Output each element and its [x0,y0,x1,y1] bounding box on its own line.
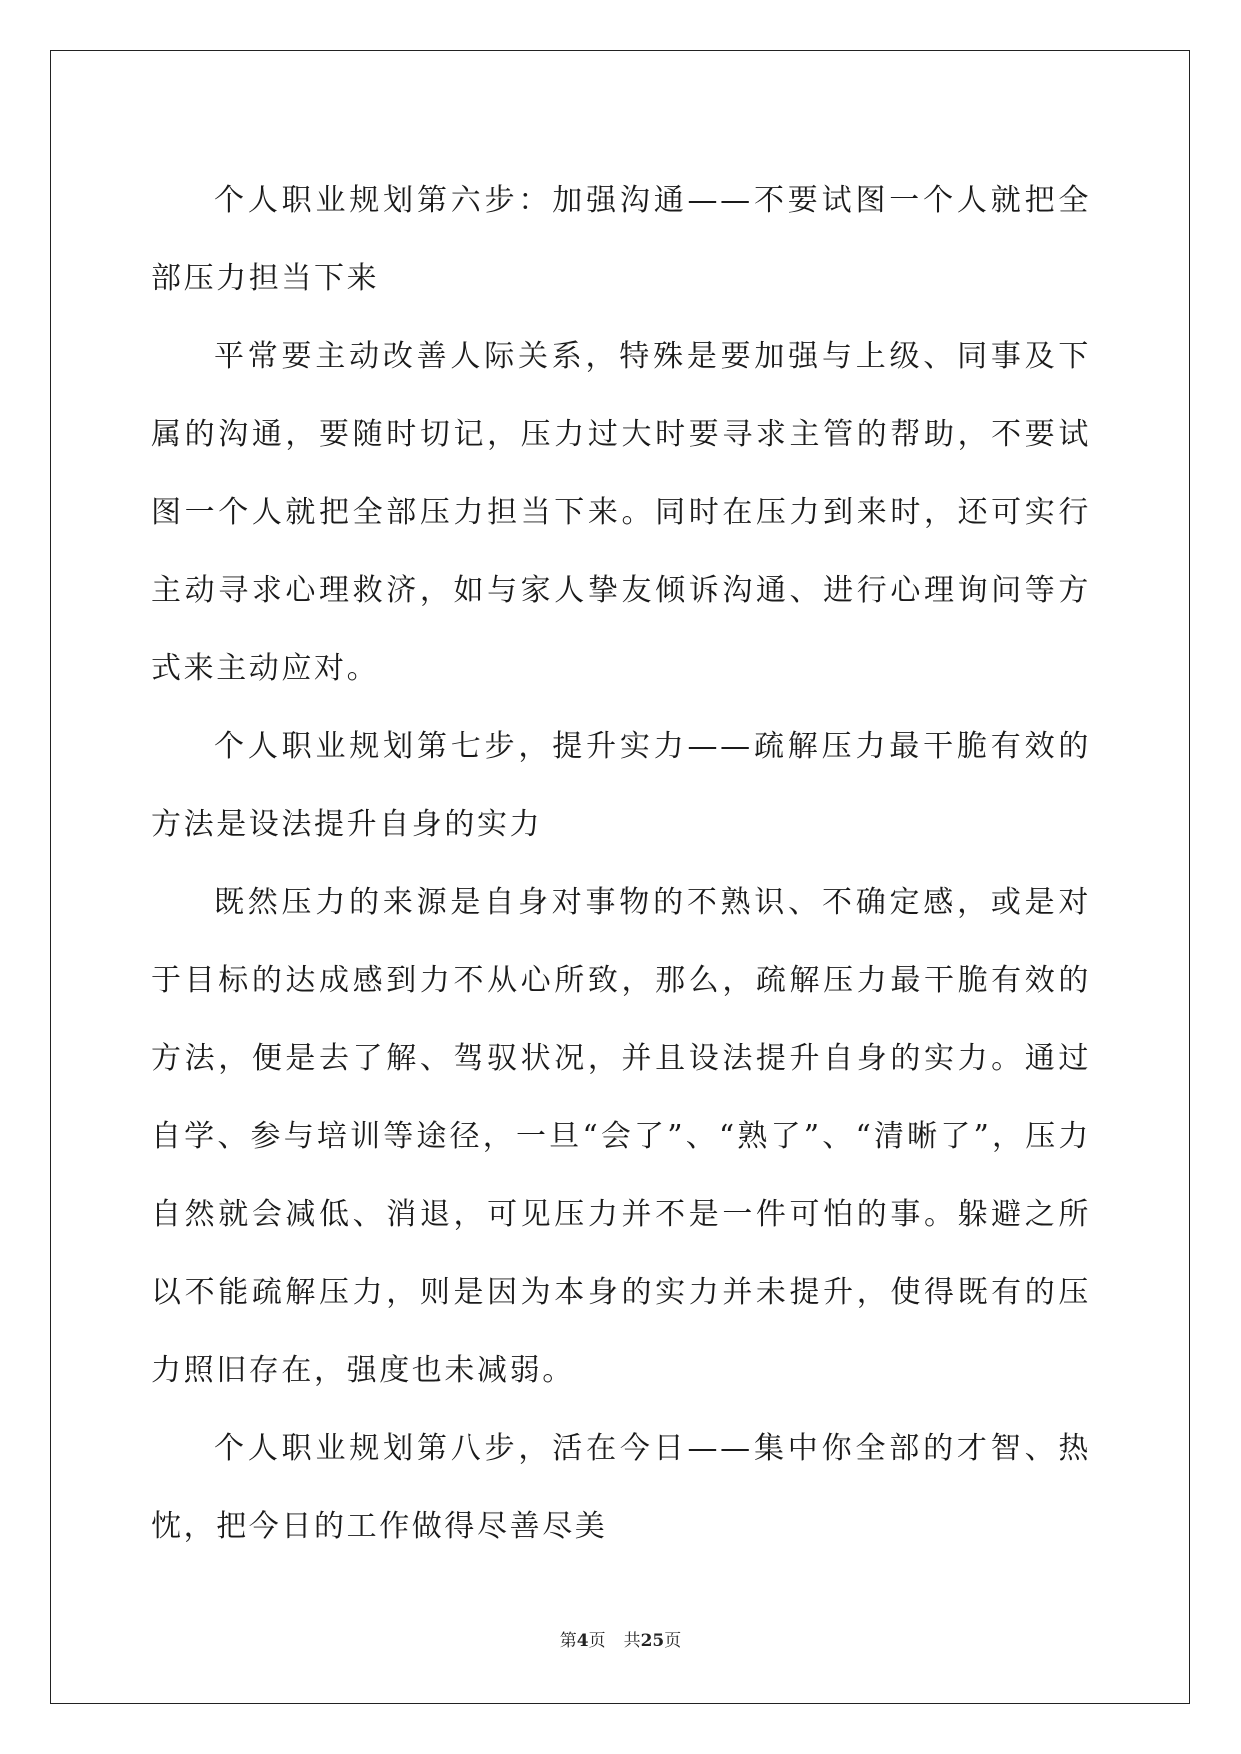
page-footer [0,1629,1241,1653]
total-prefix: 共 [623,1631,641,1651]
total-page-count: 25 [640,1631,665,1651]
heading-step-8: 个人职业规划第八步，活在今日——集中你全部的才智、热忱，把今日的工作做得尽善尽美 [151,1431,1091,1544]
paragraph-step-6-body: 平常要主动改善人际关系，特殊是要加强与上级、同事及下属的沟通，要随时切记，压力过大时要寻求主管的帮助，不要试图一个人就把全部压力担当下来。同时在压力到来时，还可实行主动寻求心理救济，如与家人挚友倾诉沟通、进行心理询问等方式来主动应对。 [151,339,1091,686]
heading-step-6: 个人职业规划第六步：加强沟通——不要试图一个人就把全部压力担当下来 [151,183,1091,296]
current-page-number: 4 [576,1631,589,1651]
heading-step-7: 个人职业规划第七步，提升实力——疏解压力最干脆有效的方法是设法提升自身的实力 [151,729,1091,842]
document-body [151,162,1091,1566]
page-prefix: 第 [559,1631,577,1651]
total-unit: 页 [664,1631,682,1651]
paragraph-step-7-body: 既然压力的来源是自身对事物的不熟识、不确定感，或是对于目标的达成感到力不从心所致，那么，疏解压力最干脆有效的方法，便是去了解、驾驭状况，并且设法提升自身的实力。通过自学、参与培训等途径，一旦“会了”、“熟了”、“清晰了”，压力自然就会减低、消退，可见压力并不是一件可怕的事。躲避之所以不能疏解压力，则是因为本身的实力并未提升，使得既有的压力照旧存在，强度也未减弱。 [151,885,1091,1388]
page-unit: 页 [588,1631,606,1651]
